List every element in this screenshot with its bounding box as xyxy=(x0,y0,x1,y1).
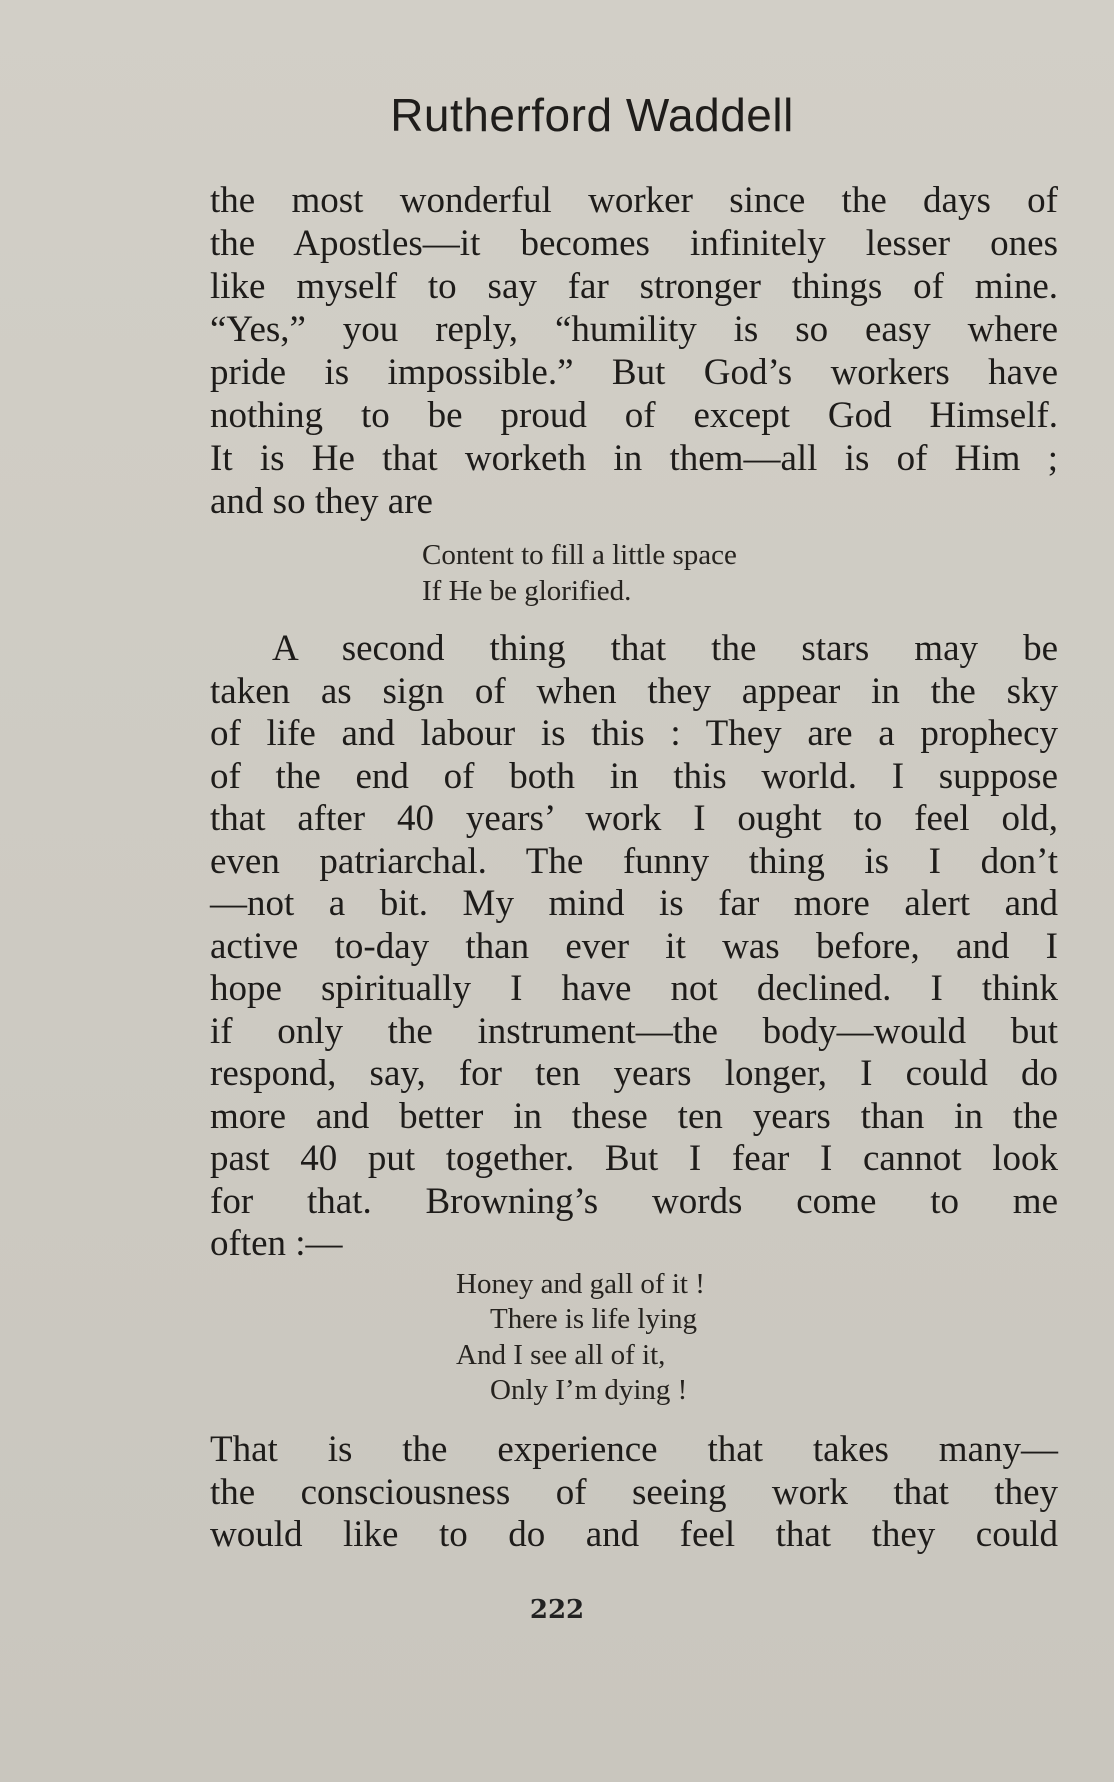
text-line: would like to do and feel that they could xyxy=(210,1514,1058,1555)
text-line: respond, say, for ten years longer, I could do xyxy=(210,1053,1058,1094)
text-line: and so they are xyxy=(210,481,433,522)
text-line: —not a bit. My mind is far more alert and xyxy=(210,883,1058,924)
text-line: pride is impossible.” But God’s workers have xyxy=(210,352,1058,393)
page-number: 222 xyxy=(529,1595,585,1625)
text-line: active to-day than ever it was before, and I xyxy=(210,926,1058,967)
text-line: that after 40 years’ work I ought to feel old, xyxy=(210,798,1058,839)
verse-line: Only I’m dying ! xyxy=(490,1374,688,1406)
text-line: nothing to be proud of except God Himself. xyxy=(210,395,1058,436)
text-line: That is the experience that takes many— xyxy=(210,1429,1058,1470)
text-line: the consciousness of seeing work that they xyxy=(210,1472,1058,1513)
text-line: even patriarchal. The funny thing is I don’t xyxy=(210,841,1058,882)
running-head xyxy=(0,88,1114,142)
verse-line: There is life lying xyxy=(490,1303,697,1335)
text-line: taken as sign of when they appear in the sky xyxy=(210,671,1058,712)
text-line: of life and labour is this : They are a prophecy xyxy=(210,713,1058,754)
verse-line: Content to fill a little space xyxy=(422,539,737,571)
verse-line: If He be glorified. xyxy=(422,575,632,607)
text-line: for that. Browning’s words come to me xyxy=(210,1181,1058,1222)
text-line: like myself to say far stronger things of mine. xyxy=(210,266,1058,307)
text-line: A second thing that the stars may be xyxy=(272,628,1058,669)
text-line: of the end of both in this world. I suppose xyxy=(210,756,1058,797)
verse-line: And I see all of it, xyxy=(456,1339,666,1371)
text-line: more and better in these ten years than in the xyxy=(210,1096,1058,1137)
text-line: the most wonderful worker since the days of xyxy=(210,180,1058,221)
text-line: often :— xyxy=(210,1223,343,1264)
verse-line: Honey and gall of it ! xyxy=(456,1268,705,1300)
text-line: hope spiritually I have not declined. I think xyxy=(210,968,1058,1009)
text-line: It is He that worketh in them—all is of Him ; xyxy=(210,438,1058,479)
running-head-text: Rutherford Waddell xyxy=(390,89,794,141)
text-line: past 40 put together. But I fear I cannot look xyxy=(210,1138,1058,1179)
text-line: if only the instrument—the body—would but xyxy=(210,1011,1058,1052)
text-line: “Yes,” you reply, “humility is so easy where xyxy=(210,309,1058,350)
text-line: the Apostles—it becomes infinitely lesser ones xyxy=(210,223,1058,264)
